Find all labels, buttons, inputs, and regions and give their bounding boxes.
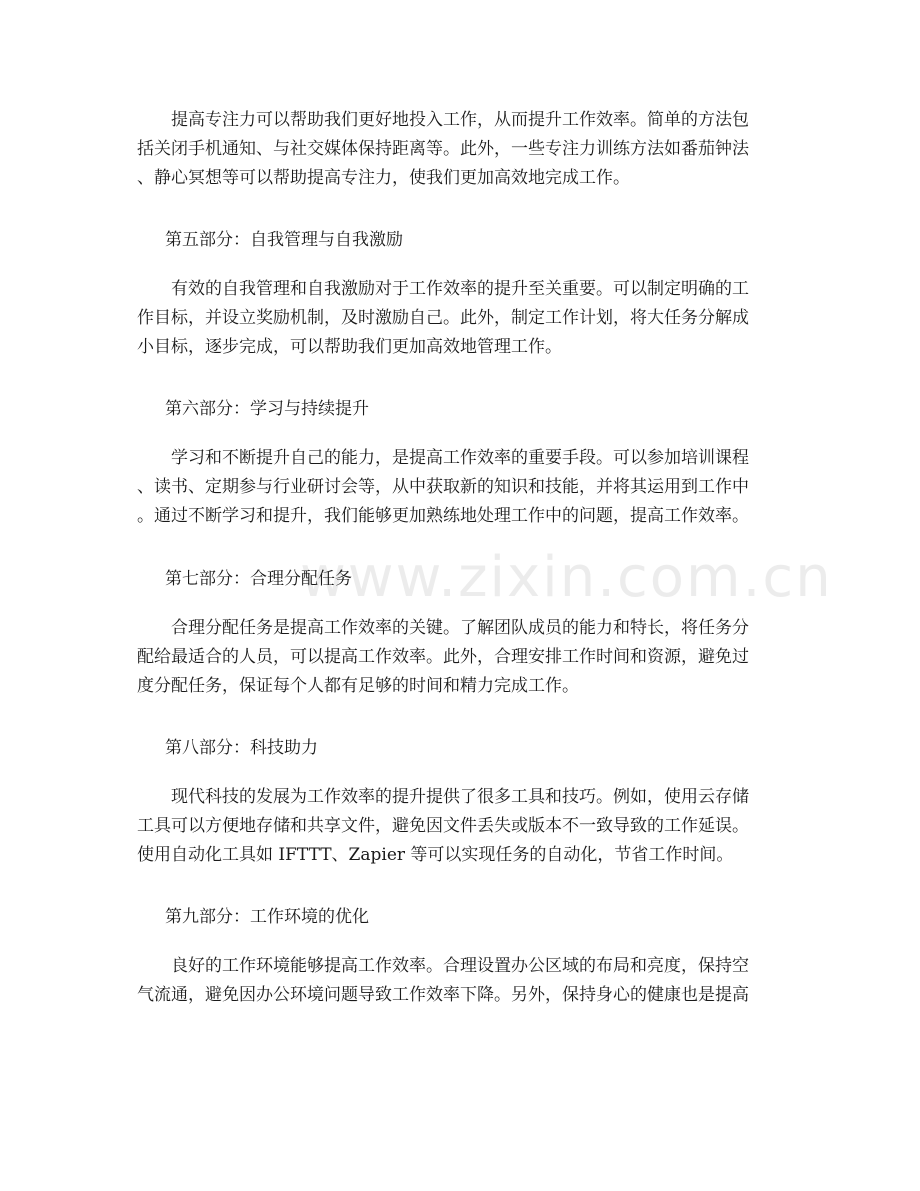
- section-heading-9: [137, 903, 787, 932]
- paragraph: [137, 614, 787, 701]
- paragraph-self-management: [137, 275, 787, 362]
- paragraph-line: 。通过不断学习和提升，我们能够更加熟练地处理工作中的问题，提高工作效率。: [137, 506, 749, 526]
- watermark: www.zixin.com.cn: [300, 545, 833, 610]
- paragraph-line: 使用自动化工具如 IFTTT、Zapier 等可以实现任务的自动化，节省工作时间。: [137, 845, 734, 865]
- paragraph-line: 作目标，并设立奖励机制，及时激励自己。此外，制定工作计划，将大任务分解成: [137, 308, 749, 328]
- paragraph-learning: [137, 444, 787, 531]
- section-heading: 第六部分：学习与持续提升: [165, 399, 369, 419]
- paragraph-line: 提高专注力可以帮助我们更好地投入工作，从而提升工作效率。简单的方法包: [171, 110, 749, 130]
- paragraph-task-allocation: [137, 614, 787, 701]
- section-heading-5: [137, 226, 787, 255]
- paragraph-line: 括关闭手机通知、与社交媒体保持距离等。此外，一些专注力训练方法如番茄钟法: [137, 139, 749, 159]
- paragraph: [137, 275, 787, 362]
- paragraph-line: 现代科技的发展为工作效率的提升提供了很多工具和技巧。例如，使用云存储: [171, 787, 749, 807]
- paragraph: [137, 952, 787, 1010]
- paragraph-focus: [137, 106, 787, 193]
- section-heading: 第五部分：自我管理与自我激励: [165, 230, 403, 250]
- paragraph-line: 配给最适合的人员，可以提高工作效率。此外，合理安排工作时间和资源，避免过: [137, 647, 749, 667]
- paragraph-line: 气流通，避免因办公环境问题导致工作效率下降。另外，保持身心的健康也是提高: [137, 985, 749, 1005]
- paragraph-line: 工具可以方便地存储和共享文件，避免因文件丢失或版本不一致导致的工作延误。: [137, 816, 749, 836]
- paragraph: [137, 106, 787, 193]
- paragraph-line: 小目标，逐步完成，可以帮助我们更加高效地管理工作。: [137, 337, 562, 357]
- paragraph-line: 学习和不断提升自己的能力，是提高工作效率的重要手段。可以参加培训课程: [171, 448, 749, 468]
- paragraph-line: 良好的工作环境能够提高工作效率。合理设置办公区域的布局和亮度，保持空: [171, 956, 749, 976]
- paragraph-line: 度分配任务，保证每个人都有足够的时间和精力完成工作。: [137, 676, 579, 696]
- section-heading-6: [137, 395, 787, 424]
- section-heading: 第八部分：科技助力: [165, 738, 318, 758]
- paragraph-line: 合理分配任务是提高工作效率的关键。了解团队成员的能力和特长，将任务分: [171, 618, 749, 638]
- paragraph: [137, 444, 787, 531]
- section-heading: 第七部分：合理分配任务: [165, 569, 352, 589]
- section-heading-8: [137, 734, 787, 763]
- paragraph-line: 、静心冥想等可以帮助提高专注力，使我们更加高效地完成工作。: [137, 168, 630, 188]
- paragraph-line: 有效的自我管理和自我激励对于工作效率的提升至关重要。可以制定明确的工: [171, 279, 749, 299]
- paragraph: [137, 783, 787, 870]
- paragraph-line: 、读书、定期参与行业研讨会等，从中获取新的知识和技能，并将其运用到工作中: [137, 477, 749, 497]
- paragraph-environment: [137, 952, 787, 1010]
- section-heading-7: [137, 565, 787, 594]
- section-heading: 第九部分：工作环境的优化: [165, 907, 369, 927]
- paragraph-technology: [137, 783, 787, 870]
